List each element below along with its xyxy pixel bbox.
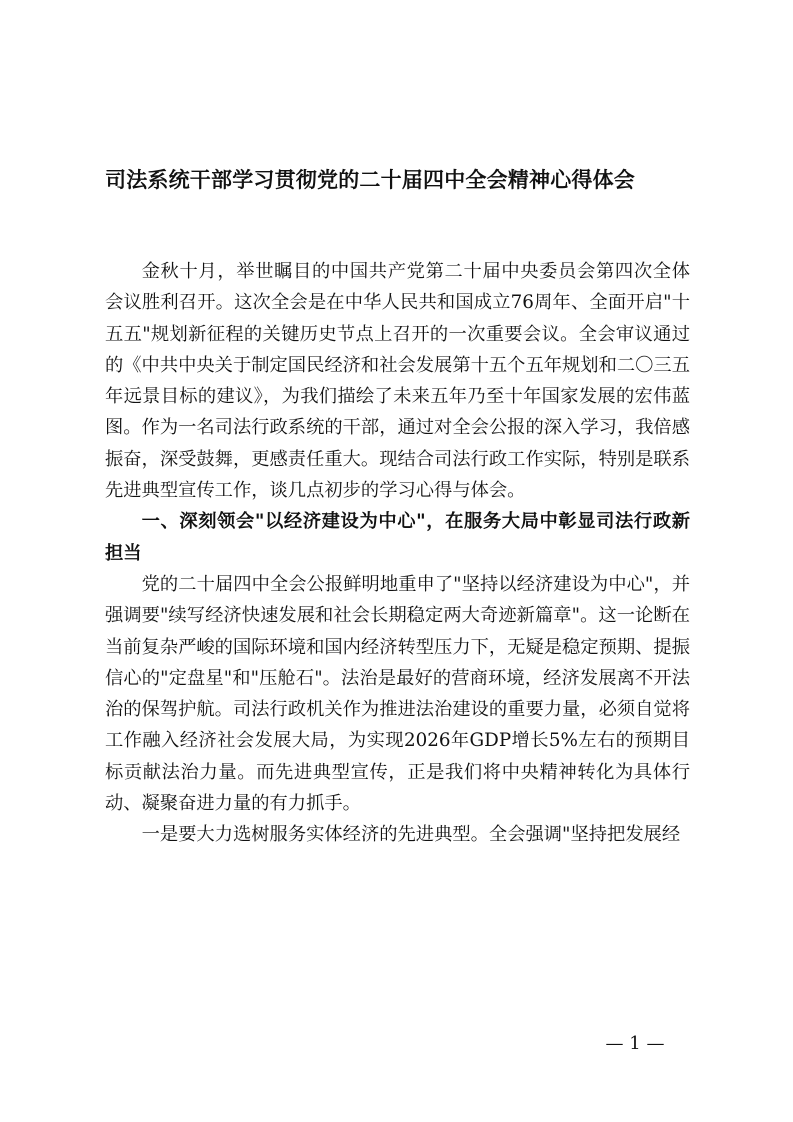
page-number: — 1 — (605, 1033, 665, 1054)
document-body (105, 256, 690, 851)
section-heading-1: 一、深刻领会"以经济建设为中心"，在服务大局中彰显司法行政新担当 (105, 511, 690, 564)
intro-paragraph: 金秋十月，举世瞩目的中国共产党第二十届中央委员会第四次全体会议胜利召开。这次全会是在中华人民共和国成立76周年、全面开启"十五五"规划新征程的关键历史节点上召开的一次重要会议。全会审议通过的《中共中央关于制定国民经济和社会发展第十五个五年规划和二〇三五年远景目标的建议》，为我们描绘了未来五年乃至十年国家发展的宏伟蓝图。作为一名司法行政系统的干部，通过对全会公报的深入学习，我倍感振奋，深受鼓舞，更感责任重大。现结合司法行政工作实际，特别是联系先进典型宣传工作，谈几点初步的学习心得与体会。 (105, 261, 690, 502)
section-1-paragraph-1: 党的二十届四中全会公报鲜明地重申了"坚持以经济建设为中心"，并强调要"续写经济快速发展和社会长期稳定两大奇迹新篇章"。这一论断在当前复杂严峻的国际环境和国内经济转型压力下，无疑是稳定预期、提振信心的"定盘星"和"压舱石"。法治是最好的营商环境，经济发展离不开法治的保驾护航。司法行政机关作为推进法治建设的重要力量，必须自觉将工作融入经济社会发展大局，为实现2026年GDP增长5%左右的预期目标贡献法治力量。而先进典型宣传，正是我们将中央精神转化为具体行动、凝聚奋进力量的有力抓手。 (105, 573, 690, 815)
section-1-paragraph-2: 一是要大力选树服务实体经济的先进典型。全会强调"坚持把发展经 (141, 824, 681, 846)
document-title: 司法系统干部学习贯彻党的二十届四中全会精神心得体会 (105, 168, 635, 192)
